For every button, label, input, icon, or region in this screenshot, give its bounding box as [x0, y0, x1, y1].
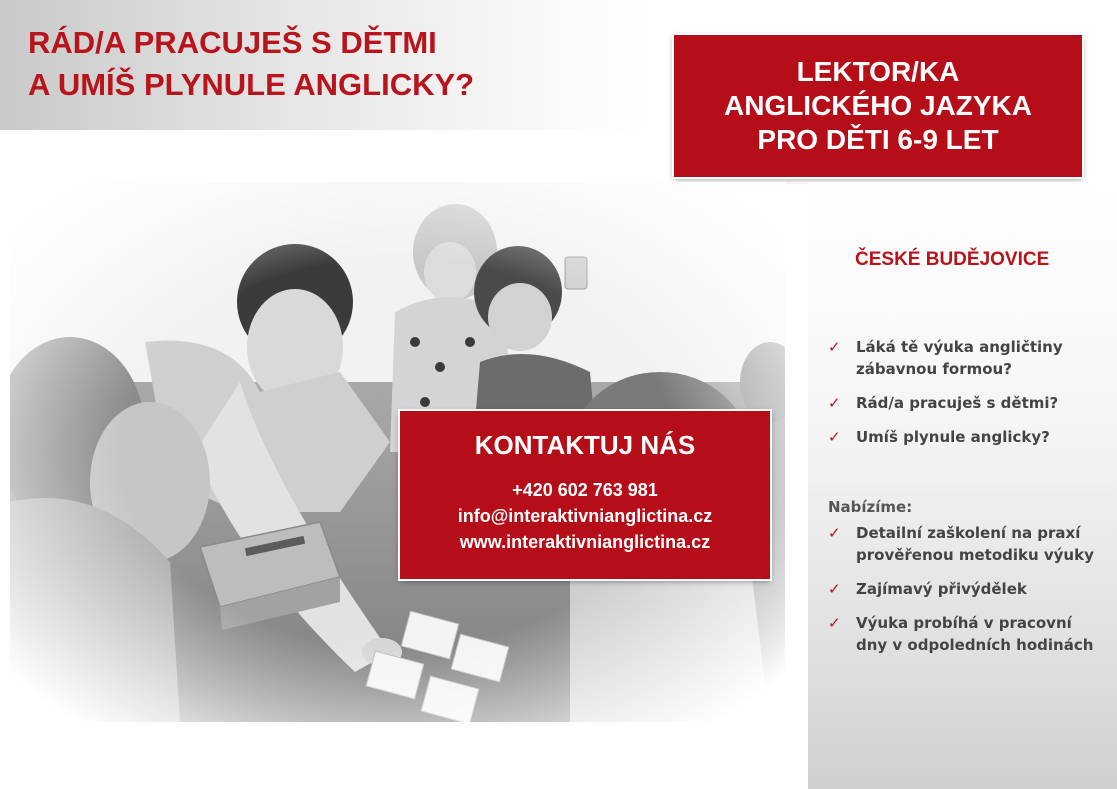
position-title-box	[674, 35, 1082, 177]
headline-line-1: RÁD/A PRACUJEŠ S DĚTMI	[28, 25, 437, 60]
contact-email[interactable]: info@interaktivnianglictina.cz	[457, 506, 713, 526]
list-item	[828, 612, 1108, 656]
question-text: Rád/a pracuješ s dětmi?	[856, 394, 1059, 412]
list-item	[828, 426, 1108, 448]
questions-list	[828, 336, 1108, 460]
headline-line-2: A UMÍŠ PLYNULE ANGLICKY?	[28, 67, 475, 102]
check-icon: ✓	[828, 580, 841, 598]
contact-title: KONTAKTUJ NÁS	[474, 430, 696, 460]
check-icon: ✓	[828, 338, 841, 356]
offer-text: Výuka probíhá v pracovní dny v odpoledních hodinách	[856, 614, 1094, 654]
question-text: Umíš plynule anglicky?	[856, 428, 1050, 446]
check-icon: ✓	[828, 614, 841, 632]
check-icon: ✓	[828, 394, 841, 412]
offer-text: Detailní zaškolení na praxí prověřenou metodiku výuky	[856, 524, 1094, 564]
offer-label: Nabízíme:	[828, 498, 913, 516]
check-icon: ✓	[828, 428, 841, 446]
position-line-3: PRO DĚTI 6-9 LET	[757, 124, 999, 155]
list-item	[828, 392, 1108, 414]
check-icon: ✓	[828, 524, 841, 542]
list-item	[828, 336, 1108, 380]
position-line-2: ANGLICKÉHO JAZYKA	[723, 90, 1032, 121]
contact-phone[interactable]: +420 602 763 981	[512, 480, 658, 500]
sidebar-panel	[808, 182, 1117, 789]
list-item	[828, 522, 1108, 566]
list-item	[828, 578, 1108, 600]
offers-list	[828, 522, 1108, 668]
question-text: Láká tě výuka angličtiny zábavnou formou?	[856, 338, 1063, 378]
contact-box	[400, 411, 770, 579]
offer-text: Zajímavý přivýdělek	[856, 580, 1027, 598]
contact-website[interactable]: www.interaktivnianglictina.cz	[459, 532, 711, 552]
city-heading: ČESKÉ BUDĚJOVICE	[855, 249, 1050, 270]
position-line-1: LEKTOR/KA	[796, 56, 960, 87]
headline	[28, 22, 474, 106]
